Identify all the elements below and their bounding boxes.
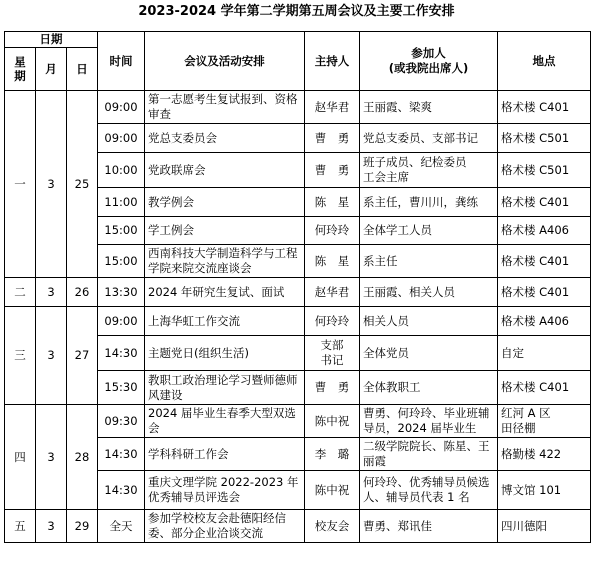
host-cell: 支部 书记 bbox=[305, 336, 360, 371]
day-cell: 26 bbox=[67, 278, 98, 307]
attendees-cell: 二级学院院长、陈星、王丽霞 bbox=[360, 438, 498, 471]
time-cell: 15:00 bbox=[98, 245, 145, 278]
meeting-cell: 2024 年研究生复试、面试 bbox=[145, 278, 305, 307]
time-cell: 10:00 bbox=[98, 153, 145, 188]
attendees-cell: 全体党员 bbox=[360, 336, 498, 371]
time-cell: 11:00 bbox=[98, 188, 145, 217]
day-cell: 27 bbox=[67, 307, 98, 405]
time-cell: 14:30 bbox=[98, 438, 145, 471]
time-cell: 14:30 bbox=[98, 336, 145, 371]
header-weekday: 星 期 bbox=[5, 48, 36, 91]
table-row bbox=[5, 278, 591, 307]
attendees-cell: 王丽霞、梁爽 bbox=[360, 91, 498, 124]
schedule-body bbox=[5, 91, 591, 543]
meeting-cell: 上海华虹工作交流 bbox=[145, 307, 305, 336]
location-cell: 格术楼 C401 bbox=[498, 245, 591, 278]
time-cell: 15:30 bbox=[98, 371, 145, 405]
time-cell: 09:00 bbox=[98, 124, 145, 153]
time-cell: 14:30 bbox=[98, 471, 145, 510]
meeting-cell: 党政联席会 bbox=[145, 153, 305, 188]
header-meeting: 会议及活动安排 bbox=[145, 32, 305, 91]
day-cell: 29 bbox=[67, 510, 98, 543]
header-attendees: 参加人 (或我院出席人) bbox=[360, 32, 498, 91]
location-cell: 红河 A 区 田径棚 bbox=[498, 405, 591, 438]
table-row bbox=[5, 510, 591, 543]
location-cell: 格术楼 C401 bbox=[498, 278, 591, 307]
month-cell: 3 bbox=[36, 307, 67, 405]
weekday-cell: 二 bbox=[5, 278, 36, 307]
schedule-table bbox=[4, 31, 591, 543]
location-cell: 格术楼 C501 bbox=[498, 124, 591, 153]
location-cell: 格术楼 A406 bbox=[498, 217, 591, 245]
time-cell: 09:00 bbox=[98, 307, 145, 336]
table-row bbox=[5, 91, 591, 124]
host-cell: 赵华君 bbox=[305, 91, 360, 124]
location-cell: 格术楼 C401 bbox=[498, 371, 591, 405]
meeting-cell: 第一志愿考生复试报到、资格审查 bbox=[145, 91, 305, 124]
meeting-cell: 西南科技大学制造科学与工程学院来院交流座谈会 bbox=[145, 245, 305, 278]
host-cell: 陈中祝 bbox=[305, 471, 360, 510]
host-cell: 曹 勇 bbox=[305, 124, 360, 153]
meeting-cell: 学科科研工作会 bbox=[145, 438, 305, 471]
day-cell: 25 bbox=[67, 91, 98, 278]
location-cell: 格术楼 C501 bbox=[498, 153, 591, 188]
header-location: 地点 bbox=[498, 32, 591, 91]
meeting-cell: 教学例会 bbox=[145, 188, 305, 217]
host-cell: 陈中祝 bbox=[305, 405, 360, 438]
attendees-cell: 王丽霞、相关人员 bbox=[360, 278, 498, 307]
attendees-cell: 系主任 bbox=[360, 245, 498, 278]
meeting-cell: 重庆文理学院 2022-2023 年优秀辅导员评选会 bbox=[145, 471, 305, 510]
host-cell: 曹 勇 bbox=[305, 153, 360, 188]
host-cell: 何玲玲 bbox=[305, 307, 360, 336]
meeting-cell: 教职工政治理论学习暨师德师风建设 bbox=[145, 371, 305, 405]
time-cell: 全天 bbox=[98, 510, 145, 543]
page-title: 2023-2024 学年第二学期第五周会议及主要工作安排 bbox=[138, 4, 455, 19]
location-cell: 格术楼 C401 bbox=[498, 188, 591, 217]
location-cell: 四川德阳 bbox=[498, 510, 591, 543]
host-cell: 陈 星 bbox=[305, 188, 360, 217]
attendees-cell: 何玲玲、优秀辅导员候选人、辅导员代表 1 名 bbox=[360, 471, 498, 510]
meeting-cell: 参加学校校友会赴德阳经信委、部分企业洽谈交流 bbox=[145, 510, 305, 543]
header-host: 主持人 bbox=[305, 32, 360, 91]
header-date: 日期 bbox=[5, 32, 98, 48]
header-month: 月 bbox=[36, 48, 67, 91]
attendees-cell: 全体教职工 bbox=[360, 371, 498, 405]
host-cell: 陈 星 bbox=[305, 245, 360, 278]
attendees-cell: 党总支委员、支部书记 bbox=[360, 124, 498, 153]
meeting-cell: 学工例会 bbox=[145, 217, 305, 245]
attendees-cell: 班子成员、纪检委员 工会主席 bbox=[360, 153, 498, 188]
weekday-cell: 四 bbox=[5, 405, 36, 510]
location-cell: 格术楼 C401 bbox=[498, 91, 591, 124]
weekday-cell: 一 bbox=[5, 91, 36, 278]
meeting-cell: 2024 届毕业生春季大型双选会 bbox=[145, 405, 305, 438]
host-cell: 曹 勇 bbox=[305, 371, 360, 405]
time-cell: 09:30 bbox=[98, 405, 145, 438]
attendees-cell: 曹勇、何玲玲、毕业班辅导员，2024 届毕业生 bbox=[360, 405, 498, 438]
meeting-cell: 党总支委员会 bbox=[145, 124, 305, 153]
attendees-cell: 相关人员 bbox=[360, 307, 498, 336]
month-cell: 3 bbox=[36, 405, 67, 510]
weekday-cell: 五 bbox=[5, 510, 36, 543]
day-cell: 28 bbox=[67, 405, 98, 510]
host-cell: 赵华君 bbox=[305, 278, 360, 307]
host-cell: 校友会 bbox=[305, 510, 360, 543]
attendees-cell: 曹勇、郑讯佳 bbox=[360, 510, 498, 543]
location-cell: 格勤楼 422 bbox=[498, 438, 591, 471]
weekday-cell: 三 bbox=[5, 307, 36, 405]
table-row bbox=[5, 405, 591, 438]
meeting-cell: 主题党日(组织生活) bbox=[145, 336, 305, 371]
time-cell: 09:00 bbox=[98, 91, 145, 124]
location-cell: 格术楼 A406 bbox=[498, 307, 591, 336]
month-cell: 3 bbox=[36, 510, 67, 543]
header-time: 时间 bbox=[98, 32, 145, 91]
header-day: 日 bbox=[67, 48, 98, 91]
location-cell: 自定 bbox=[498, 336, 591, 371]
month-cell: 3 bbox=[36, 91, 67, 278]
location-cell: 博文馆 101 bbox=[498, 471, 591, 510]
table-row bbox=[5, 307, 591, 336]
host-cell: 何玲玲 bbox=[305, 217, 360, 245]
host-cell: 李 璐 bbox=[305, 438, 360, 471]
attendees-cell: 系主任，曹川川，龚练 bbox=[360, 188, 498, 217]
time-cell: 15:00 bbox=[98, 217, 145, 245]
attendees-cell: 全体学工人员 bbox=[360, 217, 498, 245]
time-cell: 13:30 bbox=[98, 278, 145, 307]
month-cell: 3 bbox=[36, 278, 67, 307]
